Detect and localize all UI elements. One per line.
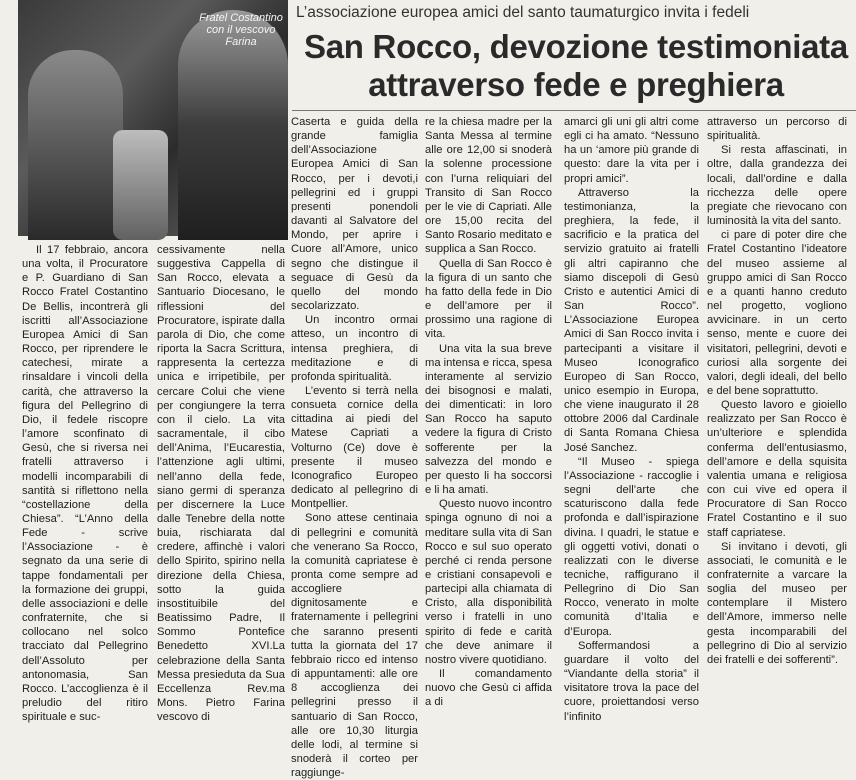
article-kicker: L’associazione europea amici del santo taumaturgico invita i fedeli — [296, 4, 750, 21]
paragraph: cessivamente nella suggestiva Cappella di San Rocco, elevata a Santuario Diocesano, le riflessioni del Procuratore, ispirate dalla parola di Dio, che come riporta la Sacra Scrittura, rappresenta la certezza unica e irripetibile, per cercare Colui che viene per congiungere la terra con il cielo. La vita sacramentale, il cibo dell’Anima, l’Eucarestia, l’attenzione agli ultimi, nell’anno della fede, siano germi di speranza per discernere la Luce dalle Tenebre della notte buia, rischiarata dal credere, affinchè i valori dello Spirito, spirino nella direzione della Chiesa, sotto la guida insostituibile del Beatissimo Padre, Il Sommo Pontefice Benedetto XVI.La celebrazione della Santa Messa presieduta da Sua Eccellenza Rev.ma Mons. Pietro Farina vescovo di — [157, 244, 285, 724]
text-column-1 — [22, 243, 148, 724]
paragraph: Questo nuovo incontro spinga ognuno di noi a meditare sulla vita di San Rocco e sul suo operato perché ci renda persone e cristiani consapevoli e partecipi alla chiamata di Cristo, alla disponibilità verso i fratelli in uno spirito di fede e carità che deve animare il nostro vivere quotidiano. — [425, 498, 552, 666]
title-divider — [292, 110, 856, 111]
text-column-4 — [425, 115, 552, 709]
paragraph: Si invitano i devoti, gli associati, le comunità e le confraternite a varcare la soglia del museo per contemplare il Mistero dell’Amore, immerso nelle gesta incomparabili del pellegrino di Dio al servizio dei fratelli e dei sofferenti”. — [707, 540, 847, 666]
paragraph: attraverso un percorso di spiritualità. — [707, 116, 847, 143]
paragraph: Questo lavoro e gioiello realizzato per San Rocco è un’ulteriore e splendida conferma dell’entusiasmo, dell’amore e della squisita valentia umana e religiosa con cui vive ed opera il Procuratore di San Rocco Fratel Costantino e il suo staff capriatese. — [707, 399, 847, 539]
paragraph: amarci gli uni gli altri come egli ci ha amato. “Nessuno ha un ‘amore più grande di questo: dare la vita per i propri amici”. — [564, 116, 699, 185]
paragraph: Si resta affascinati, in oltre, dalla grandezza dei locali, dall’ordine e dalla ricchezza delle opere pregiate che rievocano con luminosità la vita del santo. — [707, 144, 847, 228]
title-line: San Rocco, devozione testimoniata — [304, 28, 848, 65]
paragraph: ci pare di poter dire che Fratel Costantino l’ideatore del museo assieme al gruppo amici di San Rocco e a quanti hanno creduto nel progetto, vogliono avvicinare. in un certo senso, mente e cuore dei visitatori, pellegrini, devoti e curiosi alla sorgente dei valori, degli ideali, del bello e del bene soprattutto. — [707, 229, 847, 397]
paragraph: Quella di San Rocco è la figura di un santo che ha fatto della fede in Dio e dell’amore per il prossimo una ragione di vita. — [425, 257, 552, 341]
article-photo — [18, 0, 288, 236]
paragraph: “Il Museo - spiega l’Associazione - raccoglie i segni dell’arte che scaturiscono dalla fede profonda e dall’ispirazione divina. I quadri, le statue e gli oggetti votivi, donati o realizzati con le diverse tecniche, raffigurano il Pellegrino di Dio San Rocco, venerato in molte comunità d’Italia e d’Europa. — [564, 455, 699, 638]
paragraph: Sono attese centinaia di pellegrini e comunità che venerano Sa Rocco, la comunità capriatese è pronta come sempre ad accogliere dignitosamente e fraternamente i pellegrini che saranno presenti tutta la giornata del 17 febbraio ricco ed intenso di appuntamenti: alle ore 8 accoglienza dei pellegrini presso il santuario di San Rocco, alle ore 10,30 liturgia delle lodi, al termine si snoderà il corteo per raggiunge- — [291, 512, 418, 780]
caption-line: con il vescovo — [206, 24, 276, 36]
photo-caption — [186, 12, 296, 48]
paragraph: Attraverso la testimonianza, la preghiera, la fede, il sacrificio e la pratica del servizio gratuito ai fratelli gli altri capiranno che siamo discepoli di Gesù Cristo e autentici Amici di San Rocco”. L’Associazione Europea Amici di San Rocco invita i partecipanti a visitare il Museo Iconografico Europeo di San Rocco, unico esempio in Europa, che viene inaugurato il 28 ottobre 2006 dal Cardinale di Santa Romana Chiesa José Sanchez. — [564, 186, 699, 454]
photo-reliquary — [113, 130, 168, 240]
photo-figure-left — [28, 50, 123, 240]
text-column-5 — [564, 115, 699, 723]
paragraph: Una vita la sua breve ma intensa e ricca, spesa interamente al servizio dei bisognosi e malati, dei dimenticati: in loro San Rocco ha saputo vedere la figura di Cristo sofferente per la salvezza del mondo e per questo li ha soccorsi e li ha amati. — [425, 342, 552, 497]
text-column-2 — [157, 243, 285, 724]
caption-line: Fratel Costantino — [199, 12, 283, 24]
text-column-3 — [291, 115, 418, 780]
paragraph: Un incontro ormai atteso, un incontro di intensa preghiera, di meditazione e di profonda spiritualità. — [291, 314, 418, 383]
paragraph: Soffermandosi a guardare il volto del “Viandante della storia” il visitatore trova la pace del cuore, proiettandosi verso l’infinito — [564, 639, 699, 723]
paragraph: Il comandamento nuovo che Gesù ci affida a di — [425, 668, 552, 709]
text-column-6 — [707, 115, 847, 666]
article-title — [296, 28, 856, 104]
title-line: attraverso fede e preghiera — [368, 66, 784, 103]
paragraph: re la chiesa madre per la Santa Messa al termine alle ore 12,00 si snoderà la solenne processione con l’urna reliquiari del Transito di San Rocco per le vie di Capriati. Alle ore 15,00 recita del Santo Rosario meditato e supplica a San Rocco. — [425, 116, 552, 256]
paragraph: Il 17 febbraio, ancora una volta, il Procuratore e P. Guardiano di San Rocco Fratel Costantino De Bellis, incontrerà gli iscritti all’Associazione Europea Amici di San Rocco, per riprendere le catechesi, mirate a rinsaldare i vincoli della carità, che attraverso la figura del Pellegrino di Dio, il fedele riscopre l’amore sconfinato di Gesù, che si riversa nei fratelli attraverso i modelli incomparabili di santità si riflettono nella “costellazione della Chiesa”. “L’Anno della Fede - scrive l’Associazione - è segnato da una serie di tappe fondamentali per la formazione dei gruppi, delle associazioni e delle confraternite, che si collocano nel solco tracciato dal Pellegrino dell’Assoluto per antonomasia, San Rocco. L’accoglienza è il preludio del ritiro spirituale e suc- — [22, 244, 148, 724]
paragraph: L’evento si terrà nella consueta cornice della cittadina ai piedi del Matese Capriati a Volturno (Ce) dove è presente il museo Iconografico Europeo dedicato al pellegrino di Montpellier. — [291, 384, 418, 511]
caption-line: Farina — [225, 36, 257, 48]
paragraph: Caserta e guida della grande famiglia dell’Associazione Europea Amici di San Rocco, per i devoti,i pellegrini ed i gruppi presenti ponendoli davanti al Salvatore del Mondo, per aprire i Cuore all’Amore, unico segno che distingue il seguace di Gesù da quello del mondo secolarizzato. — [291, 116, 418, 313]
